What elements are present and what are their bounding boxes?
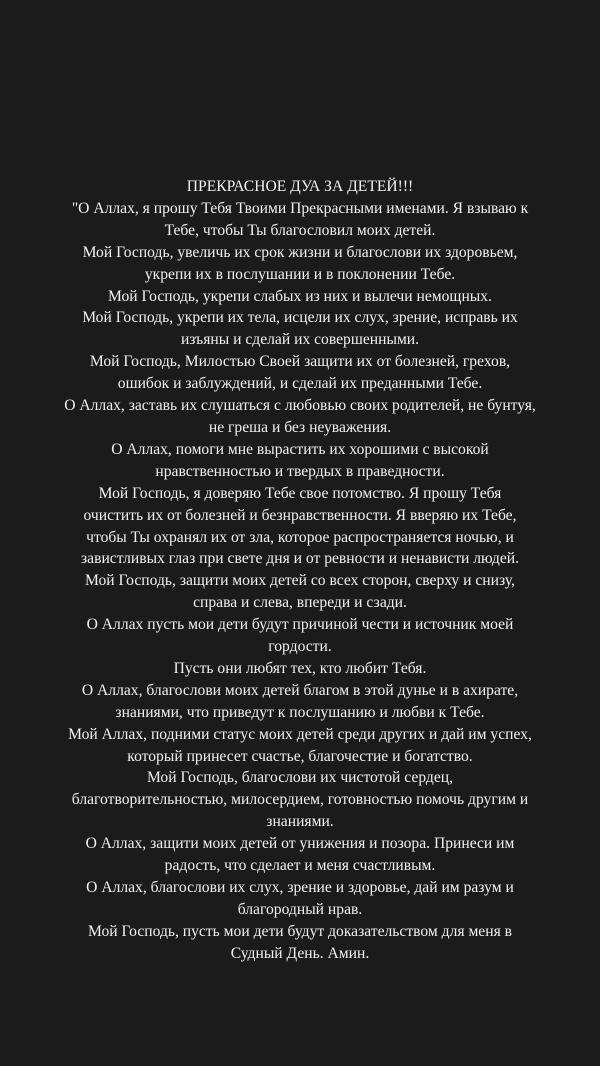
dua-line: "О Аллах, я прошу Тебя Твоими Прекрасными именами. Я взываю к bbox=[71, 199, 529, 217]
dua-line: О Аллах, защити моих детей от унижения и позора. Принеси им bbox=[85, 835, 515, 853]
dua-line: знаниями. bbox=[266, 813, 334, 831]
dua-line: Судный День. Амин. bbox=[230, 944, 370, 962]
dua-line: нравственностью и твердых в праведности. bbox=[155, 462, 445, 480]
dua-line: О Аллах, помоги мне вырастить их хорошими с высокой bbox=[111, 440, 489, 458]
dua-line: Мой Господь, пусть мои дети будут доказательством для меня в bbox=[87, 922, 513, 940]
dua-line: который принесет счастье, благочестие и богатство. bbox=[127, 747, 473, 765]
dua-line: Тебе, чтобы Ты благословил моих детей. bbox=[164, 221, 436, 239]
dua-line: Мой Аллах, подними статус моих детей среди других и дай им успех, bbox=[68, 725, 532, 743]
dua-line: О Аллах пусть мои дети будут причиной чести и источник моей bbox=[86, 616, 514, 634]
dua-line: знаниями, что приведут к послушанию и любви к Тебе. bbox=[115, 703, 485, 721]
dua-line: благотворительностью, милосердием, готовностью помочь другим и bbox=[71, 791, 529, 809]
dua-title: ПРЕКРАСНОЕ ДУА ЗА ДЕТЕЙ!!! bbox=[186, 178, 414, 195]
dua-line: ошибок и заблуждений, и сделай их преданными Тебе. bbox=[117, 375, 483, 393]
dua-line: завистливых глаз при свете дня и от ревности и ненависти людей. bbox=[81, 550, 519, 568]
dua-line: изъяны и сделай их совершенными. bbox=[180, 331, 420, 349]
dua-line: Мой Господь, укрепи слабых из них и вылечи немощных. bbox=[108, 287, 492, 305]
dua-line: очистить их от болезней и безнравственности. Я вверяю их Тебе, bbox=[83, 506, 517, 524]
dua-line: Мой Господь, укрепи их тела, исцели их слух, зрение, исправь их bbox=[82, 309, 518, 327]
dua-line: радость, что сделает и меня счастливым. bbox=[164, 857, 436, 875]
dua-line: Мой Господь, благослови их чистотой сердец, bbox=[146, 769, 454, 787]
dua-line: Пусть они любят тех, кто любит Тебя. bbox=[173, 659, 427, 677]
dua-line: благородный нрав. bbox=[237, 900, 363, 918]
dua-line: не греша и без неуважения. bbox=[208, 418, 392, 436]
dua-line: Мой Господь, Милостью Своей защити их от болезней, грехов, bbox=[89, 353, 511, 371]
dua-line: О Аллах, благослови их слух, зрение и здоровье, дай им разум и bbox=[86, 879, 514, 896]
dua-line: справа и слева, впереди и сзади. bbox=[193, 594, 407, 612]
dua-line: Мой Господь, защити моих детей со всех сторон, сверху и снизу, bbox=[85, 572, 515, 590]
dua-line: гордости. bbox=[268, 638, 332, 656]
dua-line: О Аллах, заставь их слушаться с любовью своих родителей, не бунтуя, bbox=[64, 397, 536, 415]
dua-line: Мой Господь, увеличь их срок жизни и благослови их здоровьем, bbox=[82, 243, 518, 261]
dua-text-block bbox=[10, 176, 590, 965]
dua-line: Мой Господь, я доверяю Тебе свое потомство. Я прошу Тебя bbox=[98, 484, 502, 502]
dua-line: О Аллах, благослови моих детей благом в этой дунье и в ахирате, bbox=[81, 681, 519, 699]
dua-line: чтобы Ты охранял их от зла, которое распространяется ночью, и bbox=[86, 528, 514, 546]
dua-line: укрепи их в послушании и в поклонении Тебе. bbox=[144, 265, 456, 283]
